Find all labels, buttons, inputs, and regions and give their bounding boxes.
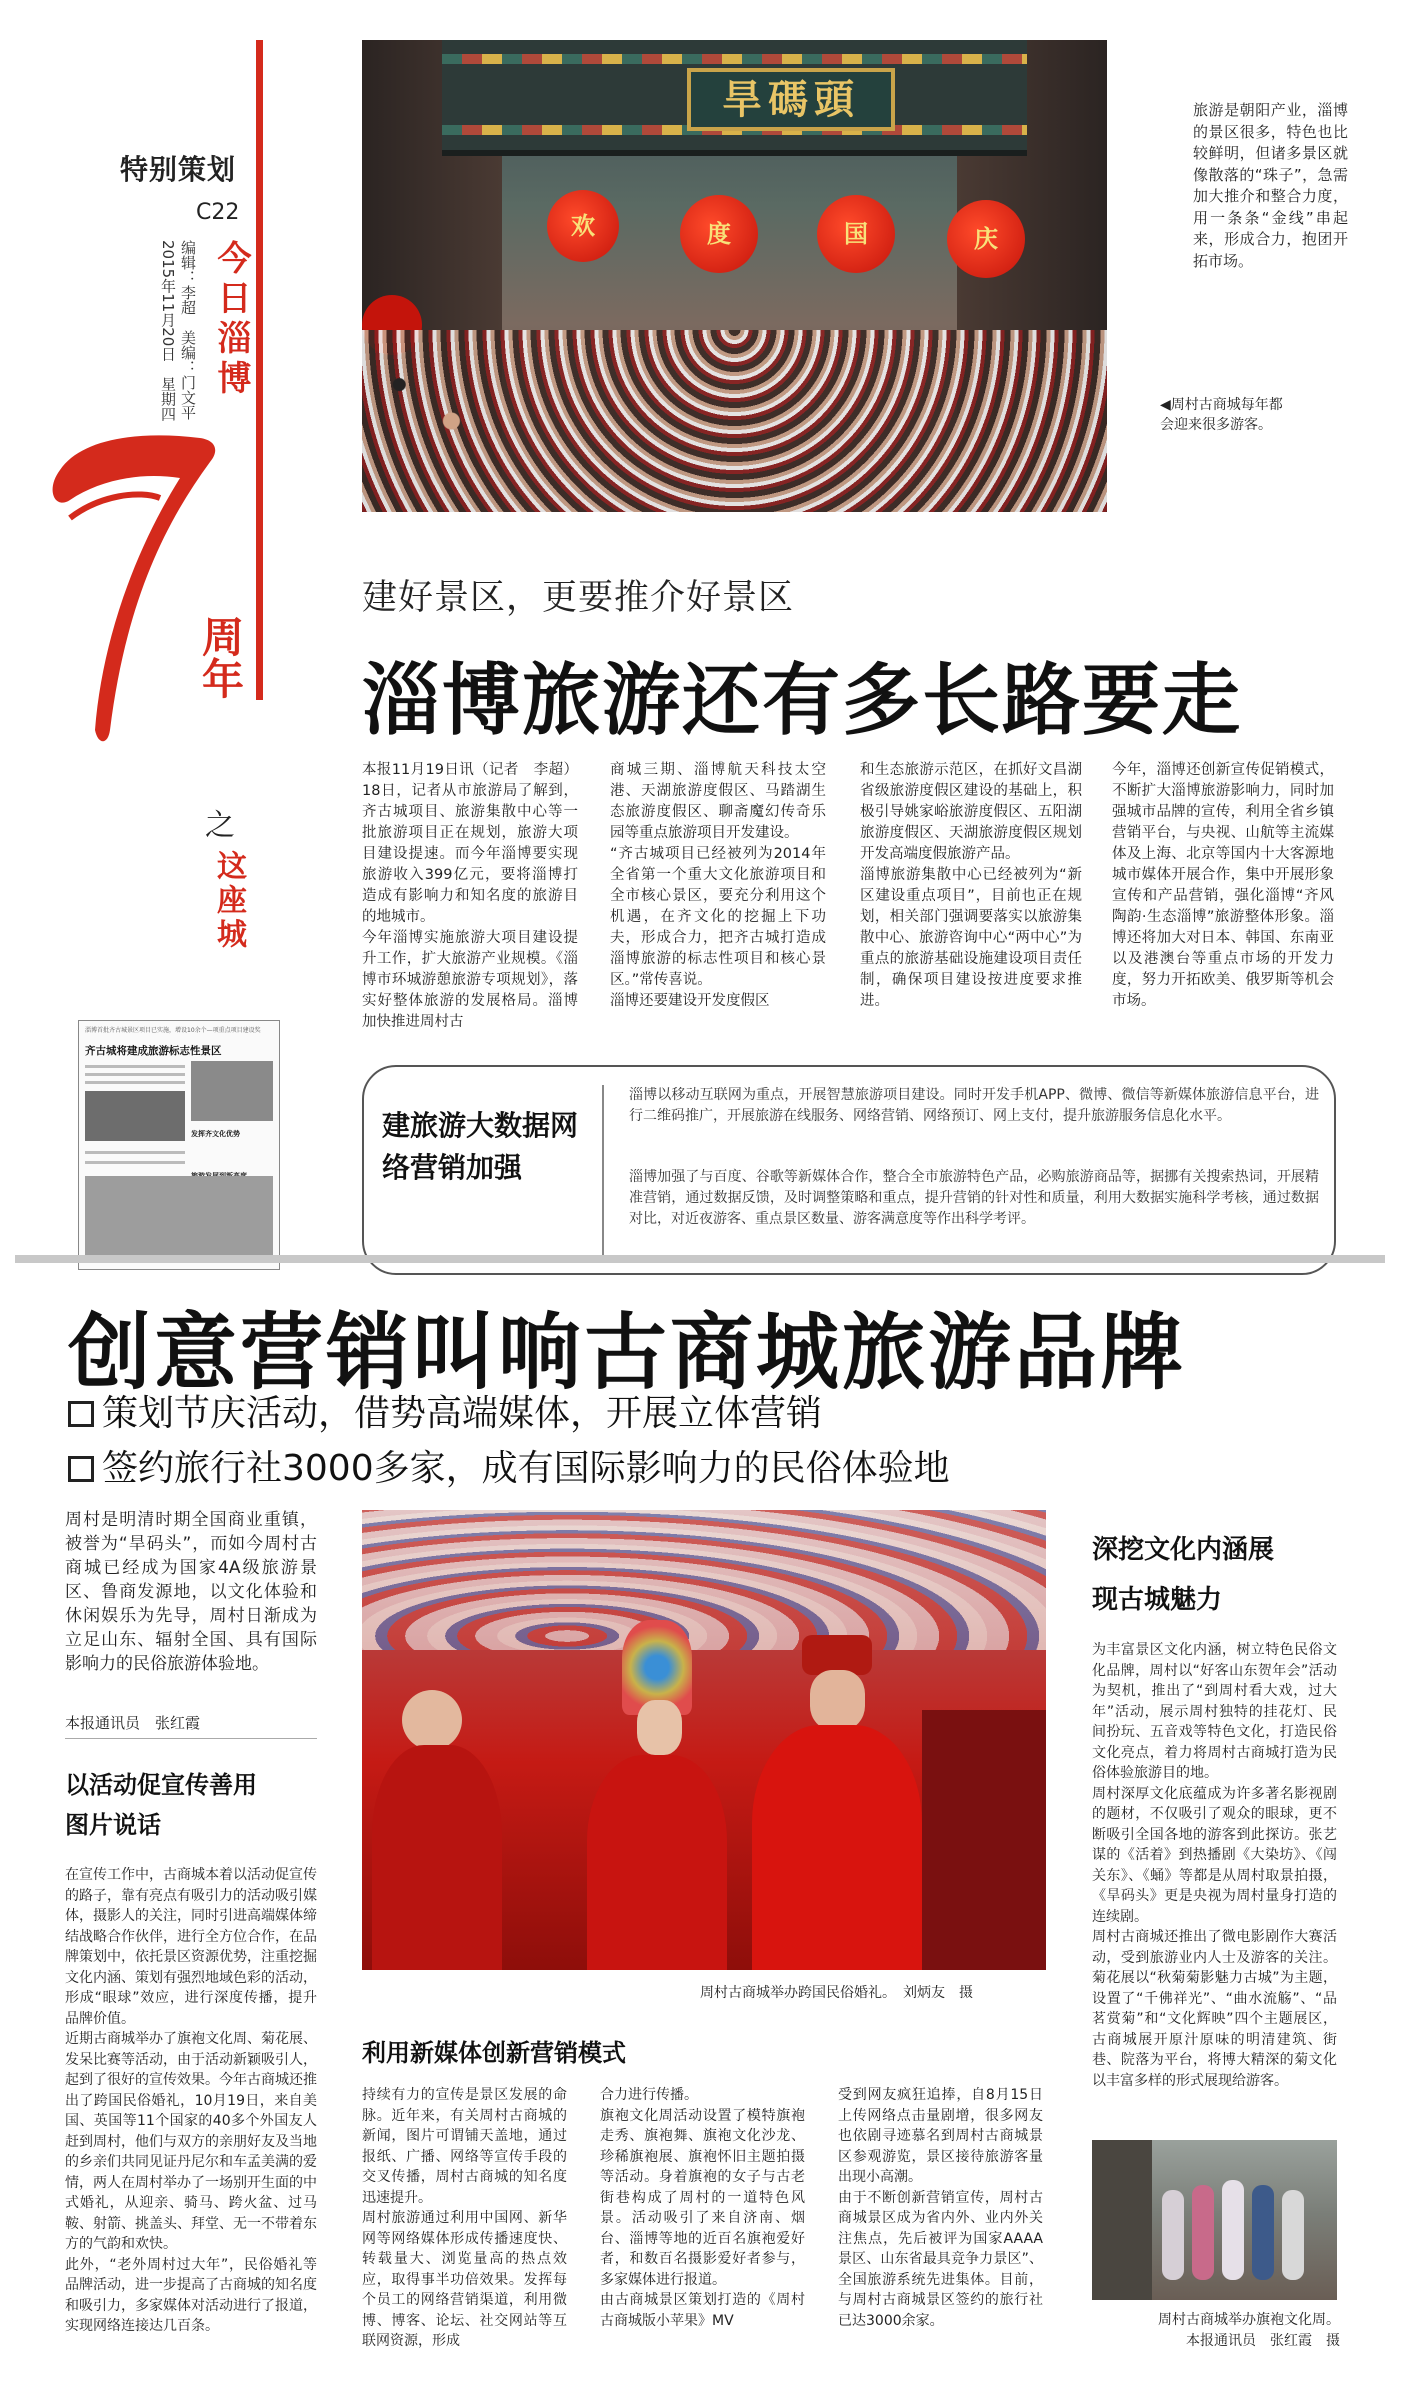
big-data-box-text1: 淄博以移动互联网为重点，开展智慧旅游项目建设。同时开发手机APP、微博、微信等新媒体旅游信息平台，进行二维码推广，开展旅游在线服务、网络营销、网络预订、网上支付，提升旅游服务信息化水平。 bbox=[629, 1087, 1319, 1124]
photo-caption-1: ◀周村古商城每年都会迎来很多游客。 bbox=[1160, 397, 1283, 433]
checkbox-square-icon bbox=[68, 1401, 94, 1427]
story1-headline: 淄博旅游还有多长路要走 bbox=[362, 655, 1243, 746]
street-crowd-photo bbox=[362, 40, 1107, 512]
gate-sign: 旱碼頭 bbox=[687, 68, 895, 131]
mini-headline: 齐古城将建成旅游标志性景区 bbox=[85, 1045, 222, 1057]
sidebar-quote: 旅游是朝阳产业，淄博的景区很多，特色也比较鲜明，但诸多景区就像散落的“珠子”，急需加大推介和整合力度，用一条条“金线”串起来，形成合力，抱团开拓市场。 bbox=[1193, 101, 1348, 270]
story1-kicker: 建好景区，更要推介好景区 bbox=[362, 578, 795, 618]
lantern-3: 国 bbox=[817, 195, 895, 273]
section-divider bbox=[15, 1255, 1385, 1263]
story2-sub1: 策划节庆活动，借势高端媒体，开展立体营销 bbox=[102, 1393, 823, 1434]
big-data-box-title: 建旅游大数据网络营销加强 bbox=[382, 1109, 579, 1184]
section-heading-2: 利用新媒体创新营销模式 bbox=[362, 2039, 626, 2067]
story1-col2: 商城三期、淄博航天科技太空港、天湖旅游度假区、马踏湖生态旅游度假区、聊斋魔幻传奇乐园等重点旅游项目开发建设。 “齐古城项目已经被列为2014年全省第一个重大文化旅游项目和全市核心景区，要充分利用这个机遇，在齐文化的挖掘上下功夫，形成合力，把齐古城打造成淄博旅游的标志性项目和核心景区。”常传喜说。 淄博还要建设开发度假区 bbox=[610, 762, 826, 1009]
story1-col4: 今年，淄博还创新宣传促销模式，不断扩大淄博旅游影响力，同时加强城市品牌的宣传，利用全省乡镇营销平台，与央视、山航等主流媒体及上海、北京等国内十大客源地城市媒体开展合作，集中开展形象宣传和产品营销，强化淄博“齐风陶韵·生态淄博”旅游整体形象。淄博还将加大对日本、韩国、东南亚以及港澳台等重点市场的开发力度，努力开拓欧美、俄罗斯等机会市场。 bbox=[1112, 762, 1334, 1009]
story2-mid-col2: 合力进行传播。 旗袍文化周活动设置了模特旗袍走秀、旗袍舞、旗袍文化沙龙、珍稀旗袍展、旗袍怀旧主题拍摄等活动。身着旗袍的女子与古老街巷构成了周村的一道特色风景。活动吸引了来自济南、烟台、淄博等地的近百名旗袍爱好者，和数百名摄影爱好者参与，多家媒体进行报道。 由古商城景区策划打造的《周村古商城版小苹果》MV bbox=[600, 2087, 805, 2329]
mini-page-thumbnail bbox=[78, 1020, 280, 1270]
story2-mid-col3: 受到网友疯狂追捧，自8月15日上传网络点击量剧增，很多网友也依剧寻迹慕名到周村古商城景区参观游览，景区接待旅游客量出现小高潮。 由于不断创新营销宣传，周村古商城景区成为省内外、业内外关注焦点，先后被评为国家AAAA景区、山东省最具竞争力景区”、全国旅游系统先进集体。目前，与周村古商城景区签约的旅行社已达3000余家。 bbox=[838, 2087, 1043, 2329]
story1-col3: 和生态旅游示范区，在抓好文昌湖省级旅游度假区建设的基础上，积极引导姚家峪旅游度假区、五阳湖旅游度假区、天湖旅游度假区规划开发高端度假旅游产品。 淄博旅游集散中心已经被列为“新区建设重点项目”，目前也正在规划，相关部门强调要落实以旅游集散中心、旅游咨询中心“两中心”为重点的旅游基础设施建设项目责任制，确保项目建设按进度要求推进。 bbox=[860, 762, 1082, 1009]
section-heading-1: 以活动促宣传善用图片说话 bbox=[65, 1771, 257, 1839]
qipao-photo bbox=[1092, 2140, 1337, 2300]
big-data-box-text2: 淄博加强了与百度、谷歌等新媒体合作，整合全市旅游特色产品，必购旅游商品等，据挪有关搜索热词，开展精准营销，通过数据反馈，及时调整策略和重点，提升营销的针对性和质量，利用大数据实施科学考核，通过数据对比，对近夜游客、重点景区数量、游客满意度等作出科学考评。 bbox=[629, 1169, 1319, 1227]
story2-mid-col1: 持续有力的宣传是景区发展的命脉。近年来，有关周村古商城的新闻，图片可谓铺天盖地，通过报纸、广播、网络等宣传手段的交叉传播，周村古商城的知名度迅速提升。 周村旅游通过利用中国网、新华网等网络媒体形成传播速度快、转载量大、浏览量高的热点效应，取得事半功倍效果。发挥每个员工的网络营销渠道，利用微博、博客、论坛、社交网站等互联网资源，形成 bbox=[362, 2087, 567, 2349]
story2-lead: 周村是明清时期全国商业重镇，被誉为“旱码头”，而如今周村古商城已经成为国家4A级旅游景区、鲁商发源地，以文化体验和休闲娱乐为先导，周村日渐成为立足山东、辐射全国、具有国际影响力的民俗旅游体验地。 bbox=[65, 1510, 317, 1674]
story2-byline: 本报通讯员 张红霞 bbox=[65, 1714, 201, 1732]
story2-sub2-row bbox=[68, 1440, 950, 1491]
story2-headline: 创意营销叫响古商城旅游品牌 bbox=[68, 1303, 1186, 1401]
anniversary-word: 周年 bbox=[196, 615, 245, 699]
story2-left-col: 在宣传工作中，古商城本着以活动促宣传的路子，靠有亮点有吸引力的活动吸引媒体，摄影人的关注，同时引进高端媒体缔结战略合作伙伴，进行全方位合作，在品牌策划中，依托景区资源优势，注重挖掘文化内涵、策划有强烈地域色彩的活动，形成“眼球”效应，进行深度传播，提升品牌价值。 近期古商城举办了旗袍文化周、菊花展、发呆比赛等活动，由于活动新颖吸引人，起到了很好的宣传效果。今年古商城还推出了跨国民俗婚礼，10月19日，来自美国、英国等11个国家的40多个外国友人赶到周村，他们与双方的亲朋好友及当地的乡亲们共同见证丹尼尔和车孟美满的爱情，两人在周村举办了一场别开生面的中式婚礼，从迎亲、骑马、跨火盆、过马鞍、射箭、挑盖头、拜堂、无一不带着东方的气韵和欢快。 此外，“老外周村过大年”，民俗婚礼等品牌活动，进一步提高了古商城的知名度和吸引力，多家媒体对活动进行了报道，实现网络连接达几百条。 bbox=[65, 1867, 317, 2334]
story2-right-col: 为丰富景区文化内涵，树立特色民俗文化品牌，周村以“好客山东贺年会”活动为契机，推出了“到周村看大戏，过大年”活动，展示周村独特的挂花灯、民间扮玩、五音戏等特色文化，打造民俗文化亮点，着力将周村古商城打造为民俗体验旅游目的地。 周村深厚文化底蕴成为许多著名影视剧的题材，不仅吸引了观众的眼球，更不断吸引全国各地的游客到此探访。张艺谋的《活着》到热播剧《大染坊》、《闯关东》、《蛹》等都是从周村取景拍摄，《旱码头》更是央视为周村量身打造的连续剧。 周村古商城还推出了微电影剧作大赛活动，受到旅游业内人士及游客的关注。菊花展以“秋菊菊影魅力古城”为主题，设置了“千佛祥光”、“曲水流觞”、“品茗赏菊”和“文化辉映”四个主题展区，古商城展开原汁原味的明清建筑、街巷、院落为平台，将博大精深的菊文化以丰富多样的形式展现给游客。 bbox=[1092, 1642, 1337, 2089]
editor-line: 编辑：李超 美编：门文平 bbox=[179, 240, 197, 420]
mini-top-line: 淄博首批齐古城景区项目已实施，增设10余个—项重点项目建设奖 bbox=[85, 1027, 261, 1034]
city-label: 这座城 bbox=[211, 850, 246, 952]
big-data-box bbox=[362, 1065, 1336, 1275]
page-code: C22 bbox=[196, 200, 240, 225]
section-label: 特别策划 bbox=[120, 153, 237, 186]
wedding-photo bbox=[362, 1510, 1046, 1970]
story2-sub2: 签约旅行社3000多家，成有国际影响力的民俗体验地 bbox=[102, 1448, 950, 1489]
paper-name: 今日淄博 bbox=[211, 240, 251, 400]
lantern-4: 庆 bbox=[947, 200, 1025, 278]
anniversary-symbol: 之 bbox=[205, 808, 235, 843]
checkbox-square-icon bbox=[68, 1456, 94, 1482]
lantern-2: 度 bbox=[680, 195, 758, 273]
wedding-caption: 周村古商城举办跨国民俗婚礼。 刘炳友 摄 bbox=[700, 1985, 973, 2001]
story2-sub1-row bbox=[68, 1385, 822, 1436]
qipao-caption: 周村古商城举办旗袍文化周。 本报通讯员 张红霞 摄 bbox=[1158, 2312, 1340, 2349]
crowd bbox=[362, 330, 1107, 512]
date-line: 2015年11月20日 星期四 bbox=[159, 240, 177, 422]
mini-sub1: 发挥齐文化优势 bbox=[191, 1130, 240, 1138]
section-heading-3: 深挖文化内涵展现古城魅力 bbox=[1092, 1535, 1275, 1615]
story1-col1: 本报11月19日讯（记者 李超）18日，记者从市旅游局了解到，齐古城项目、旅游集散中心等一批旅游项目正在规划，旅游大项目建设提速。而今年淄博要实现旅游收入399亿元，要将淄博打造成有影响力和知名度的旅游目的地城市。 今年淄博实施旅游大项目建设提升工作，扩大旅游产业规模。《淄博市环城游憩旅游专项规划》，落实好整体旅游的发展格局。淄博加快推进周村古 bbox=[362, 762, 578, 1030]
lantern-1: 欢 bbox=[547, 190, 619, 262]
anniversary-7-logo bbox=[40, 400, 260, 760]
